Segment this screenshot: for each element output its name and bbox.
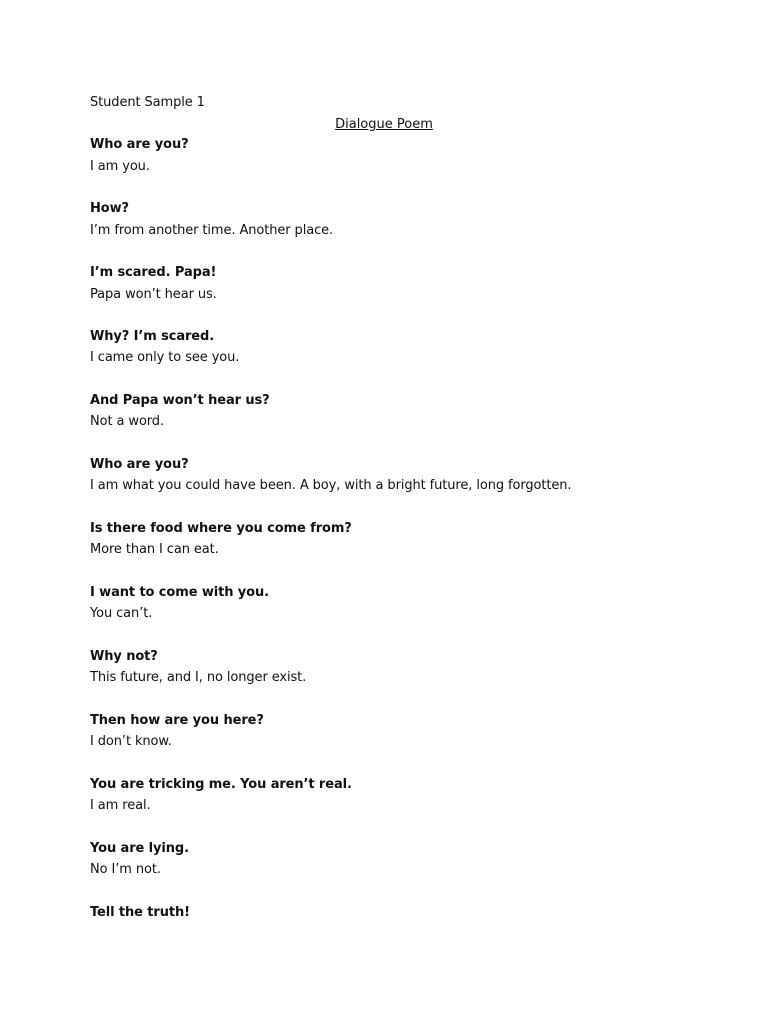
question-line: Who are you? (90, 457, 189, 472)
answer-line: Not a word. (90, 414, 164, 429)
question-line: Why not? (90, 649, 158, 664)
question-line: Tell the truth! (90, 905, 190, 920)
question-line: How? (90, 201, 129, 216)
answer-line: Papa won’t hear us. (90, 287, 217, 302)
answer-line: I am you. (90, 159, 150, 174)
answer-line: I am real. (90, 798, 151, 813)
question-line: Who are you? (90, 137, 189, 152)
answer-line: I’m from another time. Another place. (90, 223, 334, 238)
answer-line: You can’t. (90, 606, 153, 621)
question-line: I’m scared. Papa! (90, 265, 217, 280)
answer-line: More than I can eat. (90, 542, 219, 557)
answer-line: I am what you could have been. A boy, with a bright future, long forgotten. (90, 478, 572, 493)
answer-line: This future, and I, no longer exist. (90, 670, 307, 685)
question-line: You are lying. (90, 841, 189, 856)
question-line: Why? I’m scared. (90, 329, 215, 344)
answer-line: I came only to see you. (90, 350, 240, 365)
question-line: You are tricking me. You aren’t real. (90, 777, 352, 792)
question-line: And Papa won’t hear us? (90, 393, 270, 408)
question-line: Is there food where you come from? (90, 521, 352, 536)
question-line: I want to come with you. (90, 585, 269, 600)
poem-title: Dialogue Poem (335, 117, 433, 132)
sample-label: Student Sample 1 (90, 95, 205, 110)
answer-line: No I’m not. (90, 862, 161, 877)
question-line: Then how are you here? (90, 713, 264, 728)
answer-line: I don’t know. (90, 734, 172, 749)
